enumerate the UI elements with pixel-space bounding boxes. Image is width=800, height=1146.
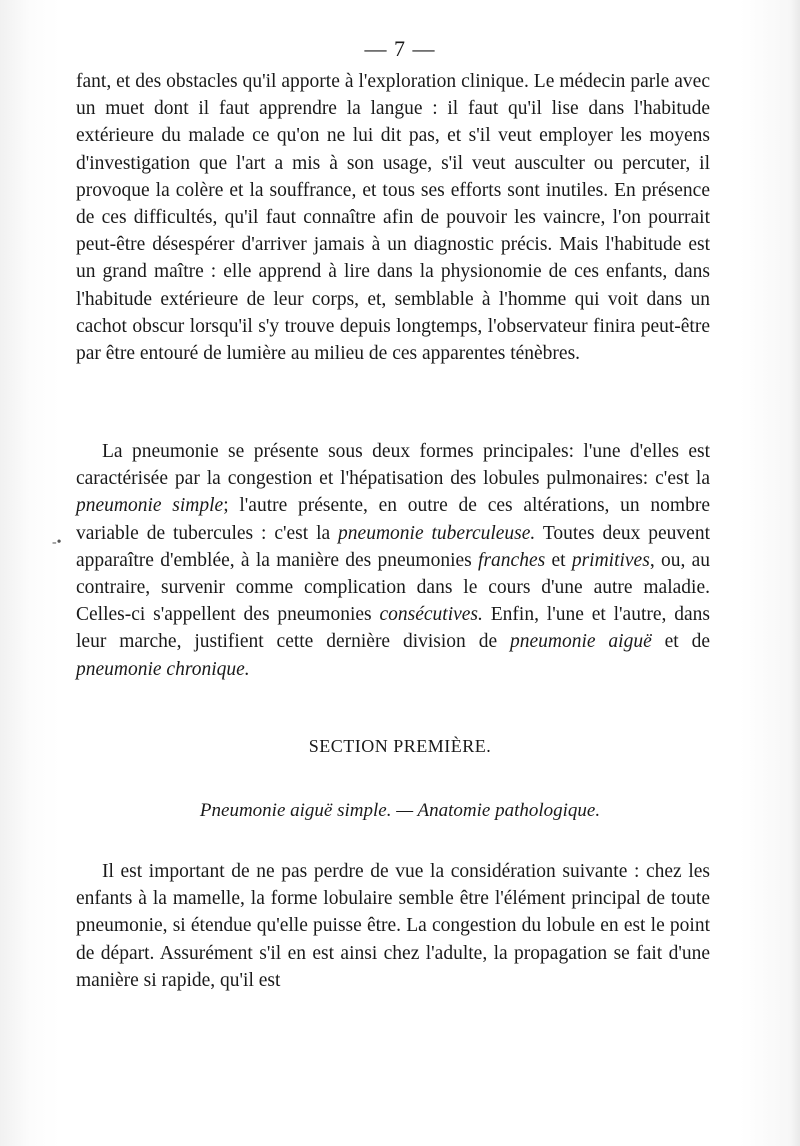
text-run: Toutes deux peuvent apparaître d'emblée, à la manière des pneumonies bbox=[76, 522, 710, 571]
text-run: , ou, au contraire, survenir comme complication dans le cours d'une autre maladie. Celles-ci s'appellent des pneumonies bbox=[76, 549, 711, 626]
section-subtitle: Pneumonie aiguë simple. — Anatomie pathologique. bbox=[199, 800, 601, 821]
paragraph-pneumonia-forms bbox=[76, 438, 710, 683]
text-run: et bbox=[545, 549, 572, 571]
italic-term: consécutives. bbox=[379, 604, 483, 626]
paragraph-continued bbox=[76, 68, 710, 367]
page-number: — 7 — bbox=[364, 36, 436, 61]
text-run: et de bbox=[651, 631, 710, 653]
italic-term: pneumonie aiguë bbox=[509, 631, 652, 653]
paragraph-lobular-form bbox=[76, 858, 710, 994]
italic-term: pneumonie tuberculeuse. bbox=[338, 522, 536, 544]
italic-term: primitives bbox=[571, 549, 650, 571]
section-title: SECTION PREMIÈRE. bbox=[308, 736, 492, 756]
text-run: La pneumonie se présente sous deux formes principales: l'une d'elles est caractérisée par la congestion et l'hépatisation des lobules pulmonaires: c'est la bbox=[76, 441, 710, 490]
margin-mark: -• bbox=[52, 535, 62, 550]
italic-term: pneumonie chronique. bbox=[76, 658, 250, 680]
italic-term: franches bbox=[478, 549, 546, 571]
paragraph-3-text: Il est important de ne pas perdre de vue la considération suivante : chez les enfants à la mamelle, la forme lobulaire semble être l'élément principal de toute pneumonie, si étendue qu'elle puisse être. La congestion du lobule en est le point de départ. Assurément s'il en est ainsi chez l'adulte, la propagation se fait d'une manière si rapide, qu'il est bbox=[76, 861, 710, 991]
paragraph-2-text bbox=[76, 438, 710, 683]
text-run: Enfin, l'une et l'autre, dans leur marche, justifient cette dernière division de bbox=[76, 604, 710, 653]
text-run: ; l'autre présente, en outre de ces altérations, un nombre variable de tubercules : c'est la bbox=[76, 495, 710, 544]
italic-term: pneumonie simple bbox=[76, 495, 224, 517]
paragraph-1-text: fant, et des obstacles qu'il apporte à l'exploration clinique. Le médecin parle avec un muet dont il faut apprendre la langue : il faut qu'il lise dans l'habitude extérieure du malade ce qu'on ne lui dit pas, et s'il veut employer les moyens d'investigation que l'art a mis à son usage, s'il veut ausculter ou percuter, il provoque la colère et la souffrance, et tous ses efforts sont inutiles. En présence de ces difficultés, qu'il faut connaître afin de pouvoir les vaincre, l'on pourrait peut-être désespérer d'arriver jamais à un diagnostic précis. Mais l'habitude est un grand maître : elle apprend à lire dans la physionomie de ces enfants, dans l'habitude extérieure de leur corps, et, semblable à l'homme qui voit dans un cachot obscur lorsqu'il s'y trouve depuis longtemps, l'observateur finira peut-être par être entouré de lumière au milieu de ces apparentes ténèbres. bbox=[76, 71, 710, 365]
